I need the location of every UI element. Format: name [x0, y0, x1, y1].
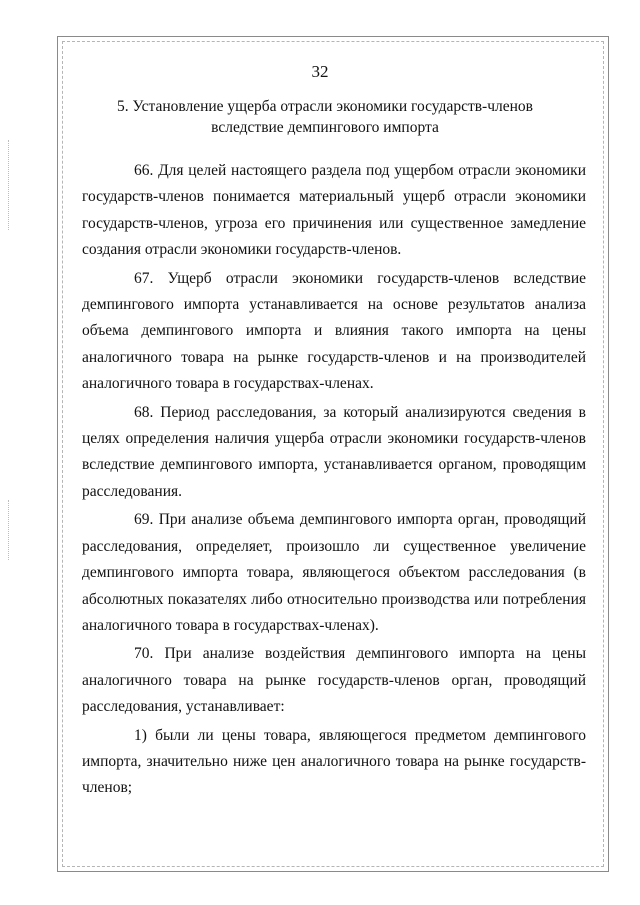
page-number: 32	[311, 62, 329, 81]
scan-edge-mark	[8, 500, 10, 560]
paragraph-67: 67. Ущерб отрасли экономики государств-членов вследствие демпингового импорта устанавливается на основе результатов анализа объема демпингового импорта и влияния такого импорта на цены аналогичного товара на рынке государств-членов и на производителей аналогичного товара в государствах-членах.	[82, 269, 586, 393]
paragraph-68: 68. Период расследования, за который анализируются сведения в целях определения наличия ущерба отрасли экономики государств-членов вследствие демпингового импорта, устанавливается органом, проводящим расследования.	[82, 403, 586, 500]
section-heading: 5. Установление ущерба отрасли экономики государств-членов вследствие демпингового импорта	[116, 98, 533, 136]
paragraph-69: 69. При анализе объема демпингового импорта орган, проводящий расследования, определяет, произошло ли существенное увеличение демпингового импорта товара, являющегося объектом расследования (в абсолютных показателях либо относительно производства или потребления аналогичного товара в государствах-членах).	[82, 511, 586, 634]
paragraph-70: 70. При анализе воздействия демпингового импорта на цены аналогичного товара на рынке государств-членов орган, проводящий расследования, устанавливает:	[82, 645, 586, 716]
document-body	[82, 158, 586, 802]
scan-edge-mark	[8, 140, 10, 230]
paragraph-66: 66. Для целей настоящего раздела под ущербом отрасли экономики государств-членов понимается материальный ущерб отрасли экономики государств-членов, угроза его причинения или существенное замедление создания отрасли экономики государств-членов.	[82, 162, 586, 259]
paragraph-70-item-1: 1) были ли цены товара, являющегося предметом демпингового импорта, значительно ниже цен аналогичного товара на рынке государств-членов;	[82, 726, 586, 797]
